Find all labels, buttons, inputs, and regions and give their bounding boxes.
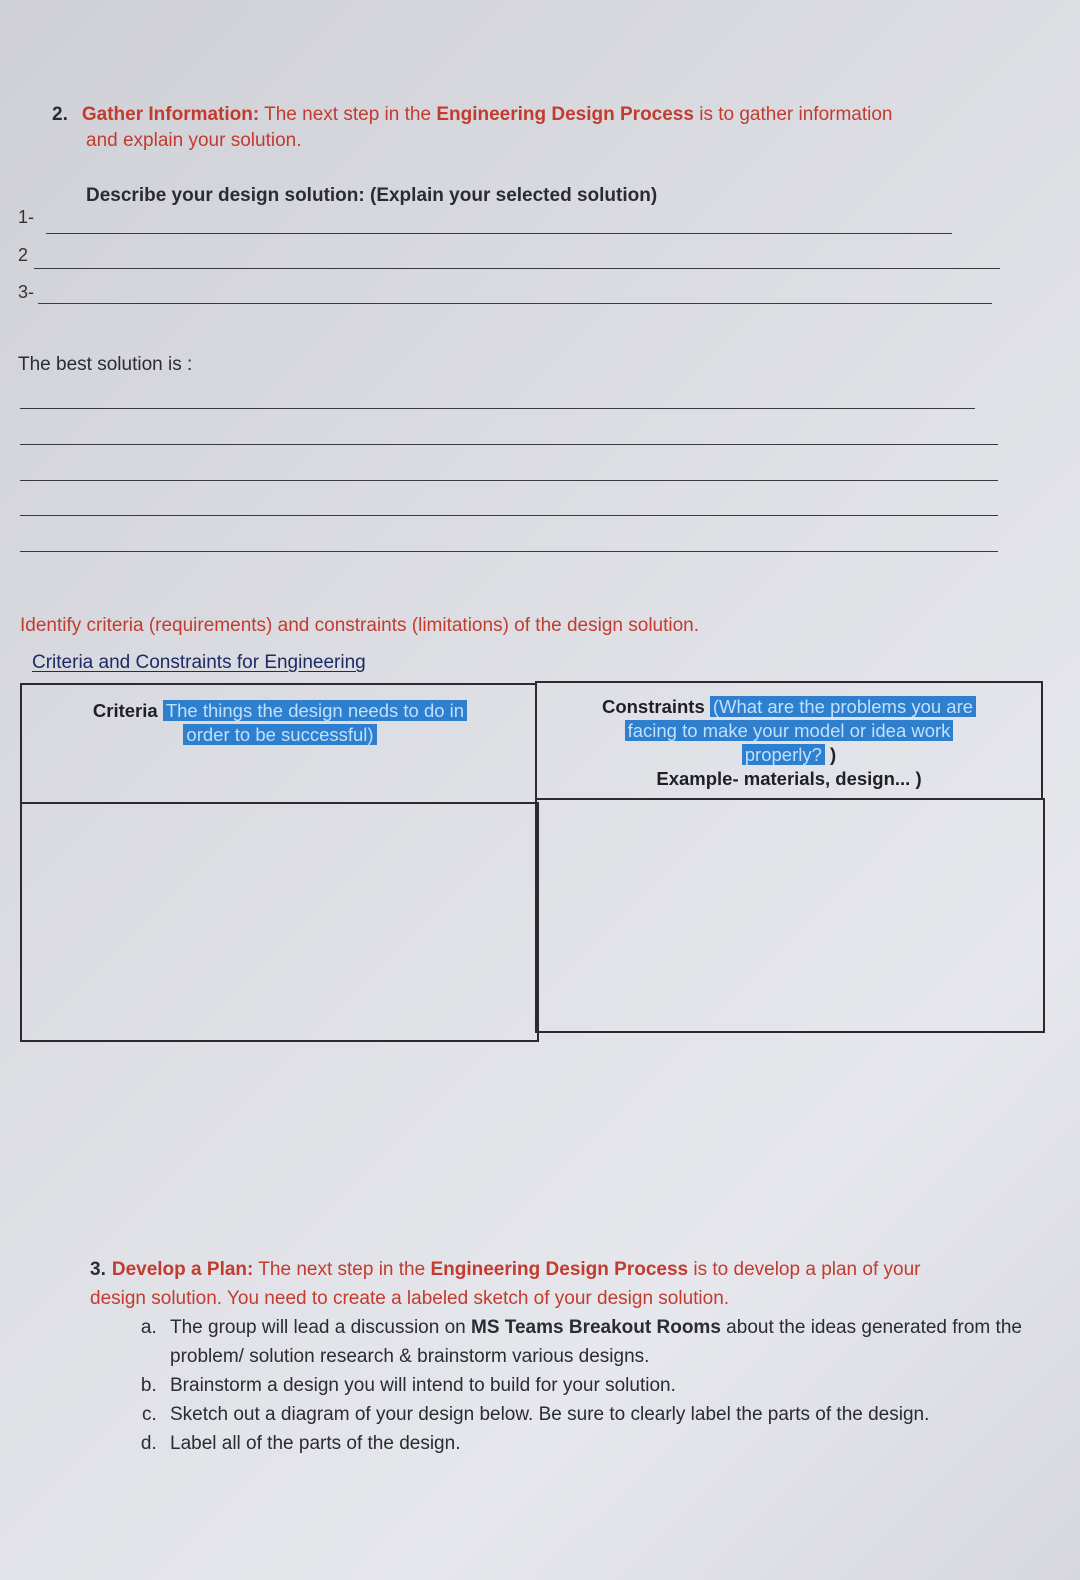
best-solution-label: The best solution is : — [18, 354, 193, 375]
section-3-heading — [90, 1255, 1030, 1284]
best-solution-line-4[interactable] — [20, 515, 998, 516]
constraints-highlight-2: facing to make your model or idea work — [625, 720, 954, 741]
describe-label: Describe your design solution: (Explain your selected solution) — [86, 185, 658, 206]
criteria-highlight-1: The things the design needs to do in — [163, 700, 467, 721]
section-3-title: Develop a Plan: — [111, 1259, 254, 1280]
plan-step-d: d. Label all of the parts of the design. — [162, 1429, 1030, 1458]
constraints-paren: ) — [824, 744, 837, 765]
section-3-number: 3. — [90, 1259, 106, 1280]
plan-step-a — [162, 1313, 1030, 1371]
answer-line-label-1: 1- — [18, 207, 35, 227]
constraints-label: Constraints — [601, 696, 705, 717]
criteria-header-text — [30, 699, 530, 747]
best-solution-line-2[interactable] — [20, 444, 998, 445]
section-2-intro-b: is to gather information — [693, 104, 893, 125]
constraints-answer-cell[interactable] — [535, 798, 1045, 1033]
plan-step-a-text-2: about the ideas generated from the problem/ solution research & brainstorm various designs. — [170, 1317, 1022, 1367]
section-3 — [90, 1255, 1030, 1458]
constraints-highlight-3: properly? — [742, 744, 825, 765]
plan-step-a-text-1: The group will lead a discussion on — [170, 1317, 472, 1338]
constraints-highlight-1: (What are the problems you are — [710, 696, 976, 717]
best-solution-line-1[interactable] — [20, 408, 975, 409]
section-2-number: 2. — [52, 104, 68, 125]
answer-line-label-2: 2 — [18, 245, 29, 265]
answer-line-label-3: 3- — [18, 282, 35, 302]
criteria-prompt: Identify criteria (requirements) and constraints (limitations) of the design solution. — [20, 615, 700, 636]
section-2-intro-a: The next step in the — [259, 104, 437, 125]
criteria-answer-cell[interactable] — [20, 802, 539, 1042]
plan-step-c: c. Sketch out a diagram of your design below. Be sure to clearly label the parts of the design. — [162, 1400, 1030, 1429]
table-title: Criteria and Constraints for Engineering — [32, 652, 366, 673]
constraints-header-text — [545, 695, 1033, 791]
plan-step-a-bold: MS Teams Breakout Rooms — [471, 1317, 721, 1338]
best-solution-line-5[interactable] — [20, 551, 998, 552]
section-3-intro-b: is to develop a plan of your — [688, 1259, 921, 1280]
section-2-title: Gather Information: — [81, 104, 260, 125]
section-2-intro-c: and explain your solution. — [86, 130, 302, 151]
answer-line-2[interactable] — [34, 268, 1000, 269]
section-3-intro-c: design solution. You need to create a labeled sketch of your design solution. — [90, 1288, 730, 1309]
constraints-example: Example- materials, design... ) — [656, 768, 922, 789]
section-3-intro-a: The next step in the — [253, 1259, 431, 1280]
best-solution-line-3[interactable] — [20, 480, 998, 481]
section-2-heading — [52, 104, 893, 126]
section-3-edp: Engineering Design Process — [430, 1259, 689, 1280]
plan-steps-list — [90, 1313, 1030, 1458]
answer-line-1[interactable] — [46, 233, 952, 234]
answer-line-3[interactable] — [38, 303, 992, 304]
criteria-label: Criteria — [92, 700, 158, 721]
plan-step-b: b. Brainstorm a design you will intend to build for your solution. — [162, 1371, 1030, 1400]
criteria-highlight-2: order to be successful) — [183, 724, 376, 745]
section-2-edp: Engineering Design Process — [436, 104, 694, 125]
